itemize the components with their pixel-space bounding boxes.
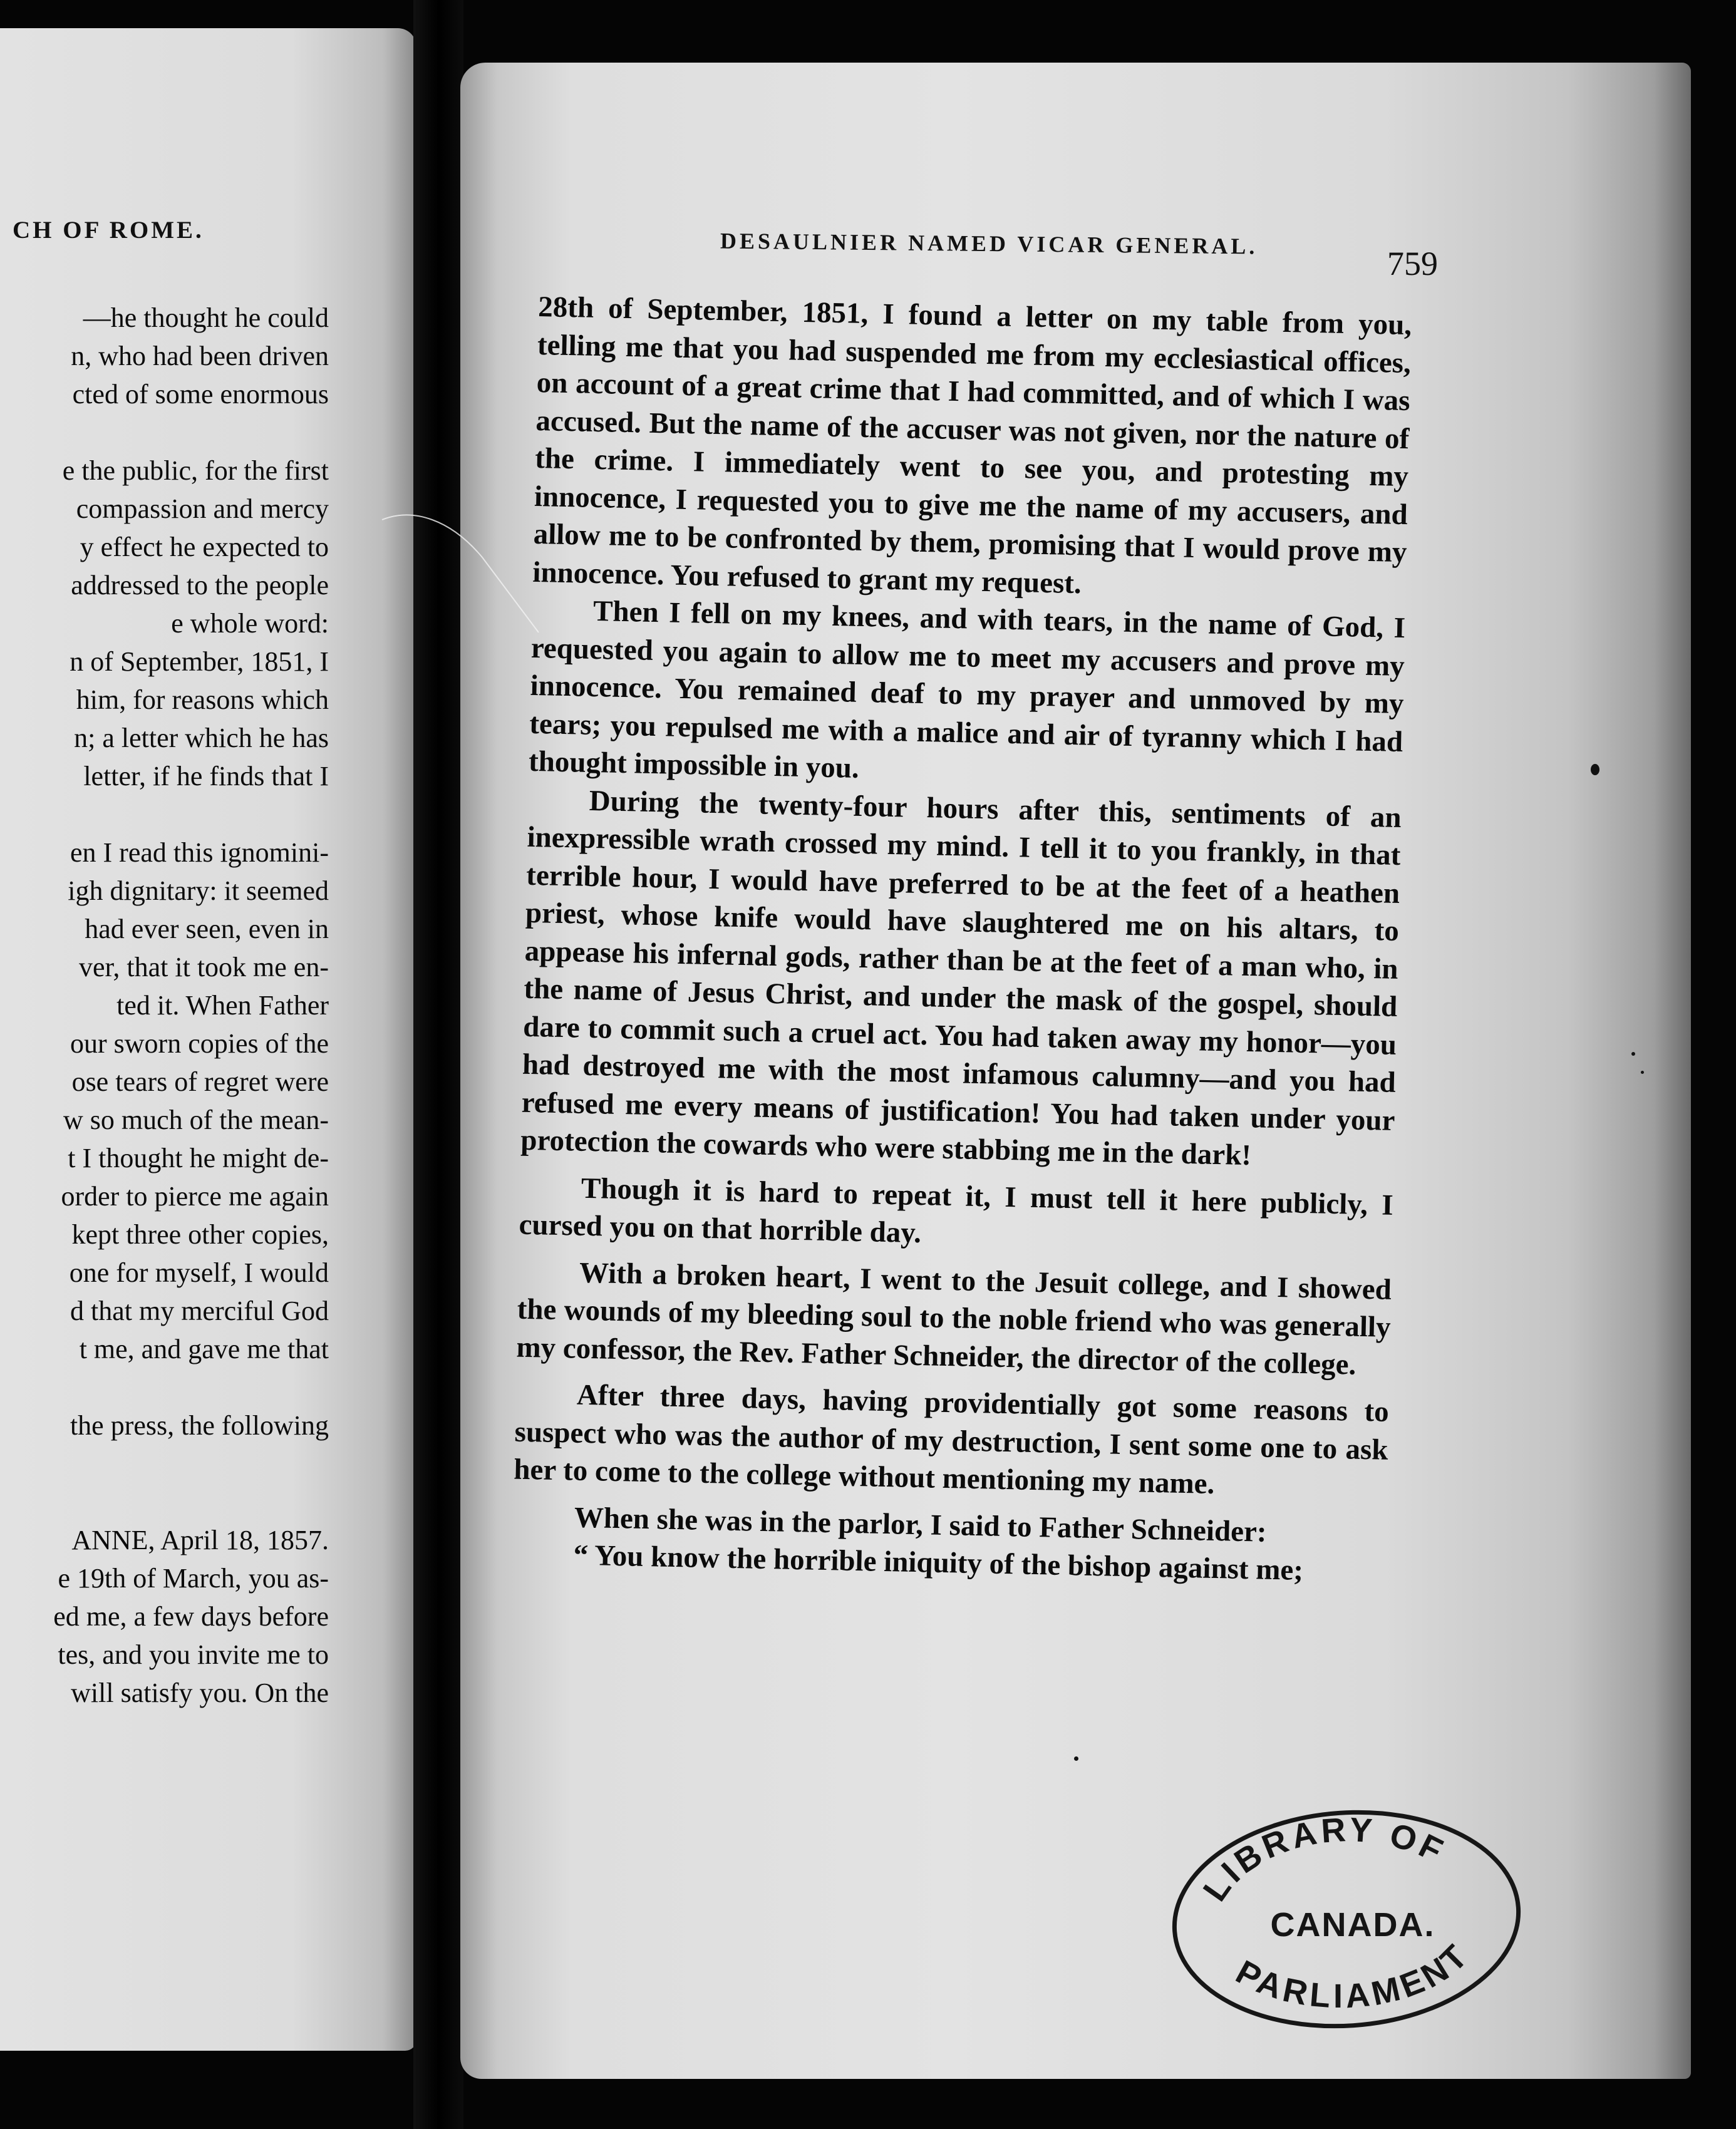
left-page-text bbox=[0, 28, 416, 2051]
paragraph-3: During the twenty-four hours after this, sentiments of an inexpressible wrath crossed my mind. I tell it to you frankly, in that terrible hour, I would have preferred to be at the feet of a heathen priest, whose knife would have slaughtered me on his altars, to appease his infernal gods, rather than be at the feet of a man who, in the name of Jesus Christ, and under the mask of the gospel, should dare to commit such a cruel act. You had taken away my honor—you had destroyed me with the most infamous calumny—and you had refused me every means of justification! You had taken under your protection the cowards who were stabbing me in the dark! bbox=[520, 784, 1402, 1172]
left-page-line: n of September, 1851, I bbox=[70, 646, 329, 677]
library-stamp-graphic bbox=[1165, 1803, 1528, 2035]
svg-text:LIBRARY OF: LIBRARY OF bbox=[1196, 1810, 1452, 1909]
paragraph-4: Though it is hard to repeat it, I must tell it here publicly, I cursed you on that horrible day. bbox=[519, 1172, 1394, 1250]
page-body bbox=[512, 288, 1412, 1591]
left-page-blank-line bbox=[0, 1445, 329, 1483]
ink-speck bbox=[1074, 1756, 1078, 1761]
page-number: 759 bbox=[1387, 245, 1438, 282]
left-page-line: will satisfy you. On the bbox=[71, 1678, 329, 1708]
left-page-line: e 19th of March, you as- bbox=[58, 1563, 329, 1594]
left-page-blank-line bbox=[0, 1483, 329, 1521]
left-running-head: CH OF ROME. bbox=[13, 217, 204, 244]
ink-speck bbox=[1641, 1071, 1644, 1074]
left-page-line: one for myself, I would bbox=[69, 1257, 329, 1288]
left-page-line: him, for reasons which bbox=[76, 684, 329, 715]
left-page-line: cted of some enormous bbox=[72, 379, 329, 410]
left-page-line: ANNE, April 18, 1857. bbox=[71, 1525, 329, 1555]
running-head: DESAULNIER NAMED VICAR GENERAL. bbox=[720, 228, 1258, 259]
left-page-line: t I thought he might de- bbox=[68, 1143, 329, 1173]
left-page-line: tes, and you invite me to bbox=[58, 1639, 329, 1670]
left-page-line: y effect he expected to bbox=[80, 532, 329, 562]
left-page-line: ver, that it took me en- bbox=[78, 952, 329, 982]
left-page-line: had ever seen, even in bbox=[85, 914, 329, 944]
paragraph-6: After three days, having providentially got some reasons to suspect who was the author of my destruction, I sent some one to ask her to come to the college without mentioning my name. bbox=[513, 1378, 1390, 1501]
left-page-lines bbox=[0, 299, 329, 1712]
right-page bbox=[460, 63, 1691, 2079]
ink-speck bbox=[1591, 764, 1599, 775]
left-page-line: —he thought he could bbox=[83, 302, 329, 333]
left-page-line: t me, and gave me that bbox=[79, 1334, 329, 1364]
paragraph-7: When she was in the parlor, I said to Father Schneider: bbox=[574, 1501, 1268, 1549]
left-page-line: e the public, for the first bbox=[62, 455, 329, 486]
left-page-line: n, who had been driven bbox=[71, 341, 329, 371]
left-page-line: en I read this ignomini- bbox=[70, 837, 329, 868]
left-page-line: ose tears of regret were bbox=[71, 1066, 329, 1097]
paragraph-2: Then I fell on my knees, and with tears, in the name of God, I requested you again to allow me to meet my accusers and prove my innocence. You remained deaf to my prayer and unmoved by my tears; you repulsed me with a malice and air of tyranny which I had thought impossible in you. bbox=[528, 594, 1406, 785]
left-page-line: kept three other copies, bbox=[71, 1219, 329, 1250]
ink-speck bbox=[1631, 1052, 1635, 1056]
svg-text:CANADA.: CANADA. bbox=[1270, 1906, 1435, 1944]
left-page-line: order to pierce me again bbox=[61, 1181, 329, 1212]
left-page-line: addressed to the people bbox=[71, 570, 329, 601]
left-page-line: letter, if he finds that I bbox=[83, 761, 329, 791]
library-stamp bbox=[1165, 1803, 1528, 2035]
left-page-blank-line bbox=[0, 413, 329, 451]
left-page-line: ted it. When Father bbox=[116, 990, 329, 1021]
left-page-line: igh dignitary: it seemed bbox=[68, 875, 329, 906]
paragraph-5: With a broken heart, I went to the Jesuit college, and I showed the wounds of my bleeding soul to the noble friend who was generally my confessor, the Rev. Father Schneider, the director of the college. bbox=[516, 1256, 1392, 1381]
left-page-line: e whole word: bbox=[171, 608, 329, 639]
paragraph-1: 28th of September, 1851, I found a letter on my table from you, telling me that you had suspended me from my ecclesiastical offices, on account of a great crime that I had committed, and of which I was accused. But the name of the accuser was not given, nor the nature of the crime. I immediately went to see you, and protesting my innocence, I requested you to give me the name of my accusers, and allow me to be confronted by them, promising that I would prove my innocence. You refused to grant my request. bbox=[532, 290, 1412, 600]
left-page-line: ed me, a few days before bbox=[53, 1601, 329, 1632]
left-page-line: w so much of the mean- bbox=[63, 1105, 329, 1135]
book-gutter bbox=[413, 0, 463, 2129]
left-page-line: the press, the following bbox=[70, 1410, 329, 1441]
left-page-line: d that my merciful God bbox=[70, 1296, 329, 1326]
paragraph-8: “ You know the horrible iniquity of the bishop against me; bbox=[573, 1539, 1304, 1587]
page-curl-mark bbox=[376, 482, 564, 645]
svg-text:PARLIAMENT: PARLIAMENT bbox=[1229, 1935, 1477, 2016]
left-page-blank-line bbox=[0, 795, 329, 833]
left-page-line: compassion and mercy bbox=[76, 493, 329, 524]
left-page bbox=[0, 28, 416, 2051]
left-page-blank-line bbox=[0, 1368, 329, 1406]
left-page-line: our sworn copies of the bbox=[70, 1028, 329, 1059]
left-page-line: n; a letter which he has bbox=[74, 723, 329, 753]
